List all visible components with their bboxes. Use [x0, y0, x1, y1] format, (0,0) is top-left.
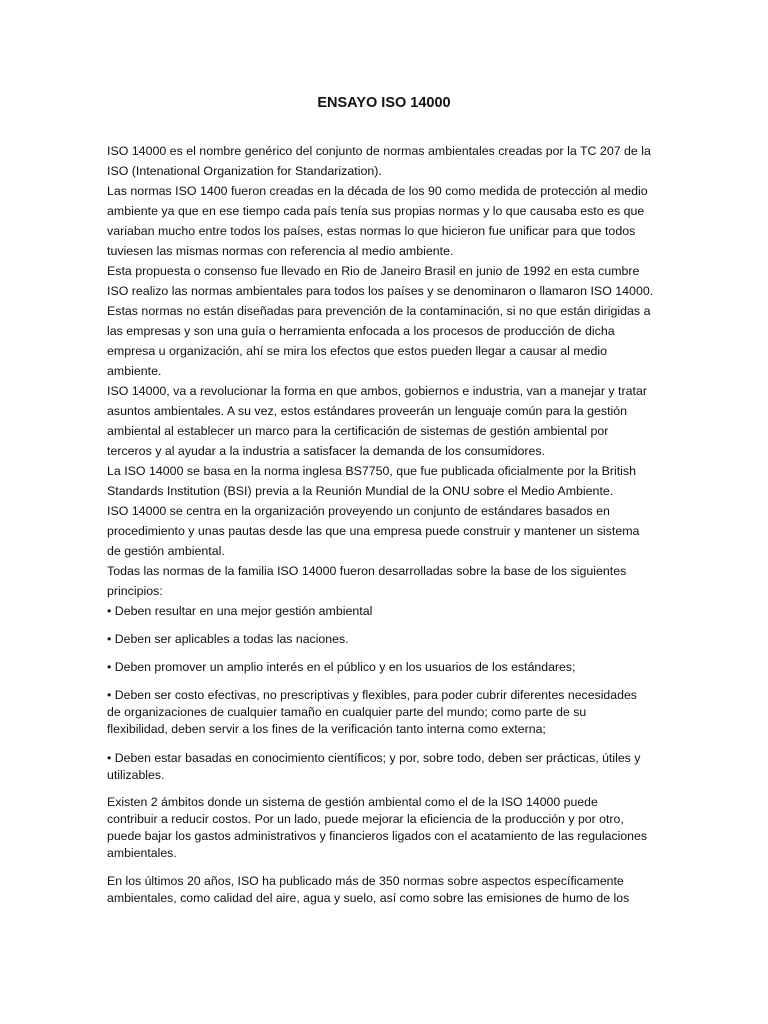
text-line: procedimiento y unas pautas desde las que una empresa puede construir y mantener un sistema	[107, 524, 640, 538]
text-line: flexibilidad, deben servir a los fines de la verificación tanto interna como externa;	[107, 722, 546, 736]
text-line: Standards Institution (BSI) previa a la Reunión Mundial de la ONU sobre el Medio Ambiente.	[107, 484, 614, 498]
text-line: Las normas ISO 1400 fueron creadas en la década de los 90 como medida de protección al medio	[107, 184, 648, 198]
text-line: ISO 14000 se centra en la organización proveyendo un conjunto de estándares basados en	[107, 504, 610, 518]
text-line: las empresas y son una guía o herramienta enfocada a los procesos de producción de dicha	[107, 324, 615, 338]
text-line: de organizaciones de cualquier tamaño en cualquier parte del mundo; como parte de su	[107, 705, 587, 719]
text-line: • Deben promover un amplio interés en el público y en los usuarios de los estándares;	[107, 660, 576, 674]
bullet-item	[107, 687, 667, 738]
bullet-item	[107, 631, 667, 648]
text-line: contribuir a reducir costos. Por un lado, puede mejorar la eficiencia de la producción y por otro,	[107, 812, 624, 826]
text-line: variaban mucho entre todos los países, estas normas lo que hicieron fue unificar para que todos	[107, 224, 636, 238]
text-line: • Deben estar basadas en conocimiento científicos; y por, sobre todo, deben ser prácticas, útiles y	[107, 751, 641, 765]
text-line: La ISO 14000 se basa en la norma inglesa BS7750, que fue publicada oficialmente por la British	[107, 464, 637, 478]
bullet-item	[107, 659, 667, 676]
text-line: de gestión ambiental.	[107, 544, 225, 558]
text-line: ambientales.	[107, 846, 177, 860]
text-line: En los últimos 20 años, ISO ha publicado más de 350 normas sobre aspectos específicamente	[107, 874, 624, 888]
text-line: ambiente.	[107, 364, 162, 378]
document-title: ENSAYO ISO 14000	[317, 95, 451, 111]
text-line: utilizables.	[107, 768, 165, 782]
text-line: terceros y al ayudar a la industria a satisfacer la demanda de los consumidores.	[107, 444, 546, 458]
paragraph	[107, 794, 667, 862]
text-line: principios:	[107, 584, 163, 598]
bullet-list	[107, 631, 667, 907]
text-line: ambiental al establecer un marco para la certificación de sistemas de gestión ambiental por	[107, 424, 609, 438]
text-line: asuntos ambientales. A su vez, estos estándares proveerán un lenguaje común para la gestión	[107, 404, 628, 418]
text-line: empresa u organización, ahí se mira los efectos que estos pueden llegar a causar al medio	[107, 344, 608, 358]
text-line: ISO (Intenational Organization for Standarization).	[107, 164, 382, 178]
text-line: Esta propuesta o consenso fue llevado en Rio de Janeiro Brasil en junio de 1992 en esta cumbre	[107, 264, 640, 278]
text-line: tuviesen las mismas normas con referencia al medio ambiente.	[107, 244, 454, 258]
text-line: ambiente ya que en ese tiempo cada país tenía sus propias normas y lo que causaba esto es que	[107, 204, 645, 218]
bullet-item: • Deben resultar en una mejor gestión ambiental	[107, 604, 373, 618]
document-body	[107, 141, 667, 907]
paragraph	[107, 873, 667, 907]
text-line: Todas las normas de la familia ISO 14000 fueron desarrolladas sobre la base de los siguientes	[107, 564, 627, 578]
text-line: • Deben ser costo efectivas, no prescriptivas y flexibles, para poder cubrir diferentes necesidades	[107, 688, 637, 702]
text-line: • Deben ser aplicables a todas las naciones.	[107, 632, 349, 646]
bullet-item	[107, 750, 667, 784]
text-line: Estas normas no están diseñadas para prevención de la contaminación, si no que están dirigidas a	[107, 304, 651, 318]
text-line: puede bajar los gastos administrativos y financieros ligados con el acatamiento de las regulaciones	[107, 829, 648, 843]
text-line: ISO 14000, va a revolucionar la forma en que ambos, gobiernos e industria, van a manejar y tratar	[107, 384, 647, 398]
text-line: ISO 14000 es el nombre genérico del conjunto de normas ambientales creadas por la TC 207 de la	[107, 144, 651, 158]
text-line: ISO realizo las normas ambientales para todos los países y se denominaron o llamaron ISO 14000.	[107, 284, 654, 298]
text-line: Existen 2 ámbitos donde un sistema de gestión ambiental como el de la ISO 14000 puede	[107, 795, 598, 809]
text-line: ambientales, como calidad del aire, agua y suelo, así como sobre las emisiones de humo de los	[107, 891, 630, 905]
